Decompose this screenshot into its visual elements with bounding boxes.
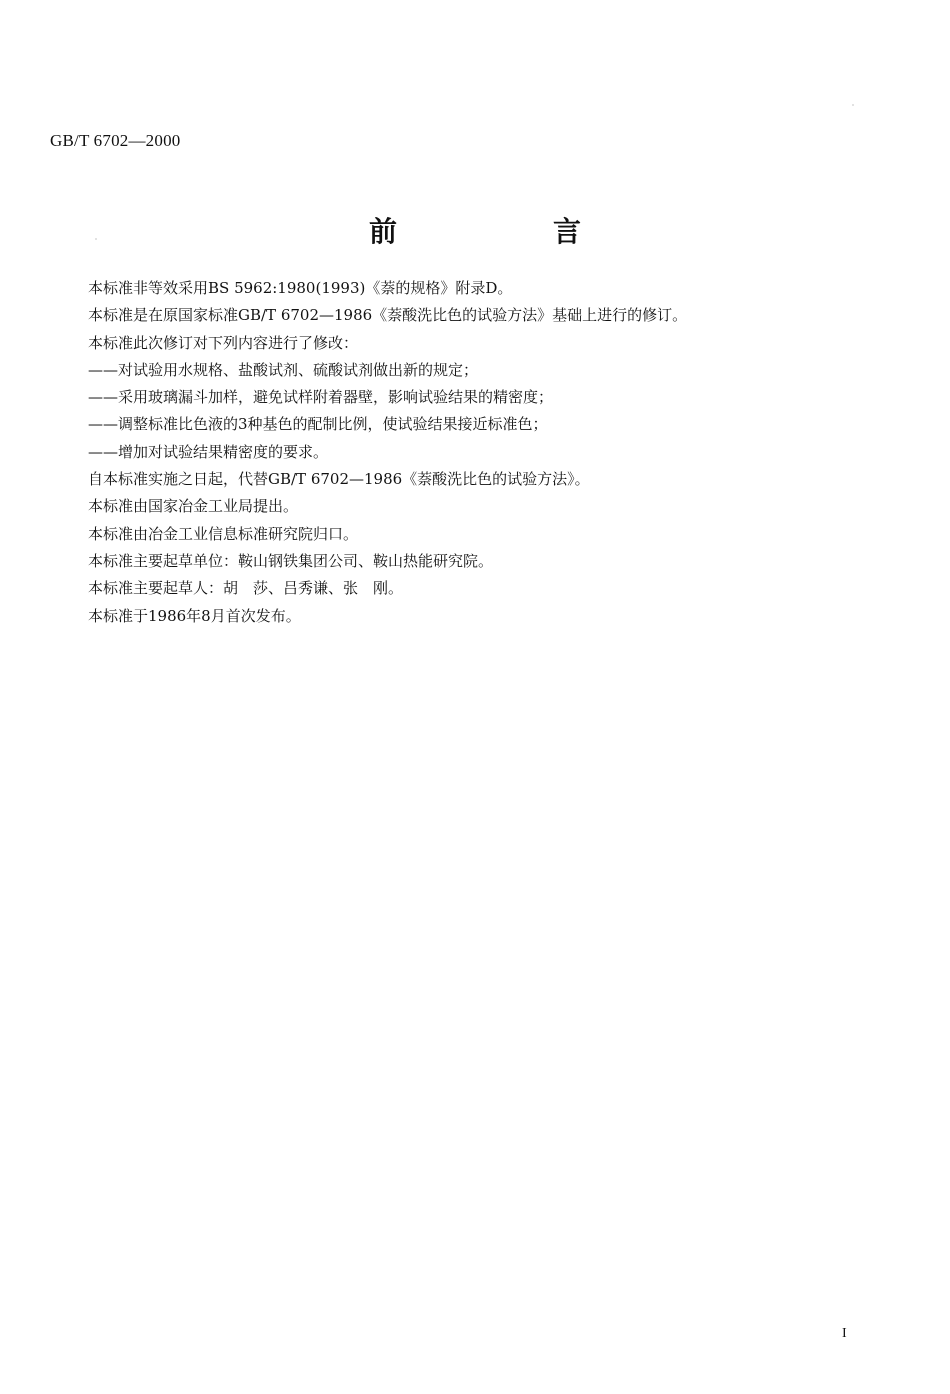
revision-item-3: ——调整标准比色液的3种基色的配制比例，使试验结果接近标准色； xyxy=(88,415,548,434)
standard-code: GB/T 6702—2000 xyxy=(50,131,181,150)
page-number: I xyxy=(842,1326,847,1341)
scan-speck xyxy=(95,238,97,240)
page-title: 前 言 xyxy=(368,215,645,248)
paragraph-centralized-by: 本标准由冶金工业信息标准研究院归口。 xyxy=(88,524,359,543)
revision-item-2: ——采用玻璃漏斗加样，避免试样附着器壁，影响试验结果的精密度； xyxy=(88,388,554,407)
paragraph-drafting-units: 本标准主要起草单位：鞍山钢铁集团公司、鞍山热能研究院。 xyxy=(88,551,494,570)
paragraph-replacement: 自本标准实施之日起，代替GB/T 6702—1986《萘酸洗比色的试验方法》。 xyxy=(88,470,590,489)
paragraph-revision-intro: 本标准此次修订对下列内容进行了修改： xyxy=(88,333,359,352)
revision-item-1: ——对试验用水规格、盐酸试剂、硫酸试剂做出新的规定； xyxy=(88,360,479,379)
paragraph-drafters: 本标准主要起草人：胡 莎、吕秀谦、张 刚。 xyxy=(88,579,404,598)
paragraph-first-publication: 本标准于1986年8月首次发布。 xyxy=(88,606,301,625)
paragraph-adoption: 本标准非等效采用BS 5962:1980(1993)《萘的规格》附录D。 xyxy=(88,279,513,297)
scan-speck xyxy=(852,104,854,106)
paragraph-revision-basis: 本标准是在原国家标准GB/T 6702—1986《萘酸洗比色的试验方法》基础上进行的修订。 xyxy=(88,306,688,325)
paragraph-proposer: 本标准由国家冶金工业局提出。 xyxy=(88,497,299,516)
foreword-body xyxy=(88,275,888,630)
revision-item-4: ——增加对试验结果精密度的要求。 xyxy=(88,442,329,461)
